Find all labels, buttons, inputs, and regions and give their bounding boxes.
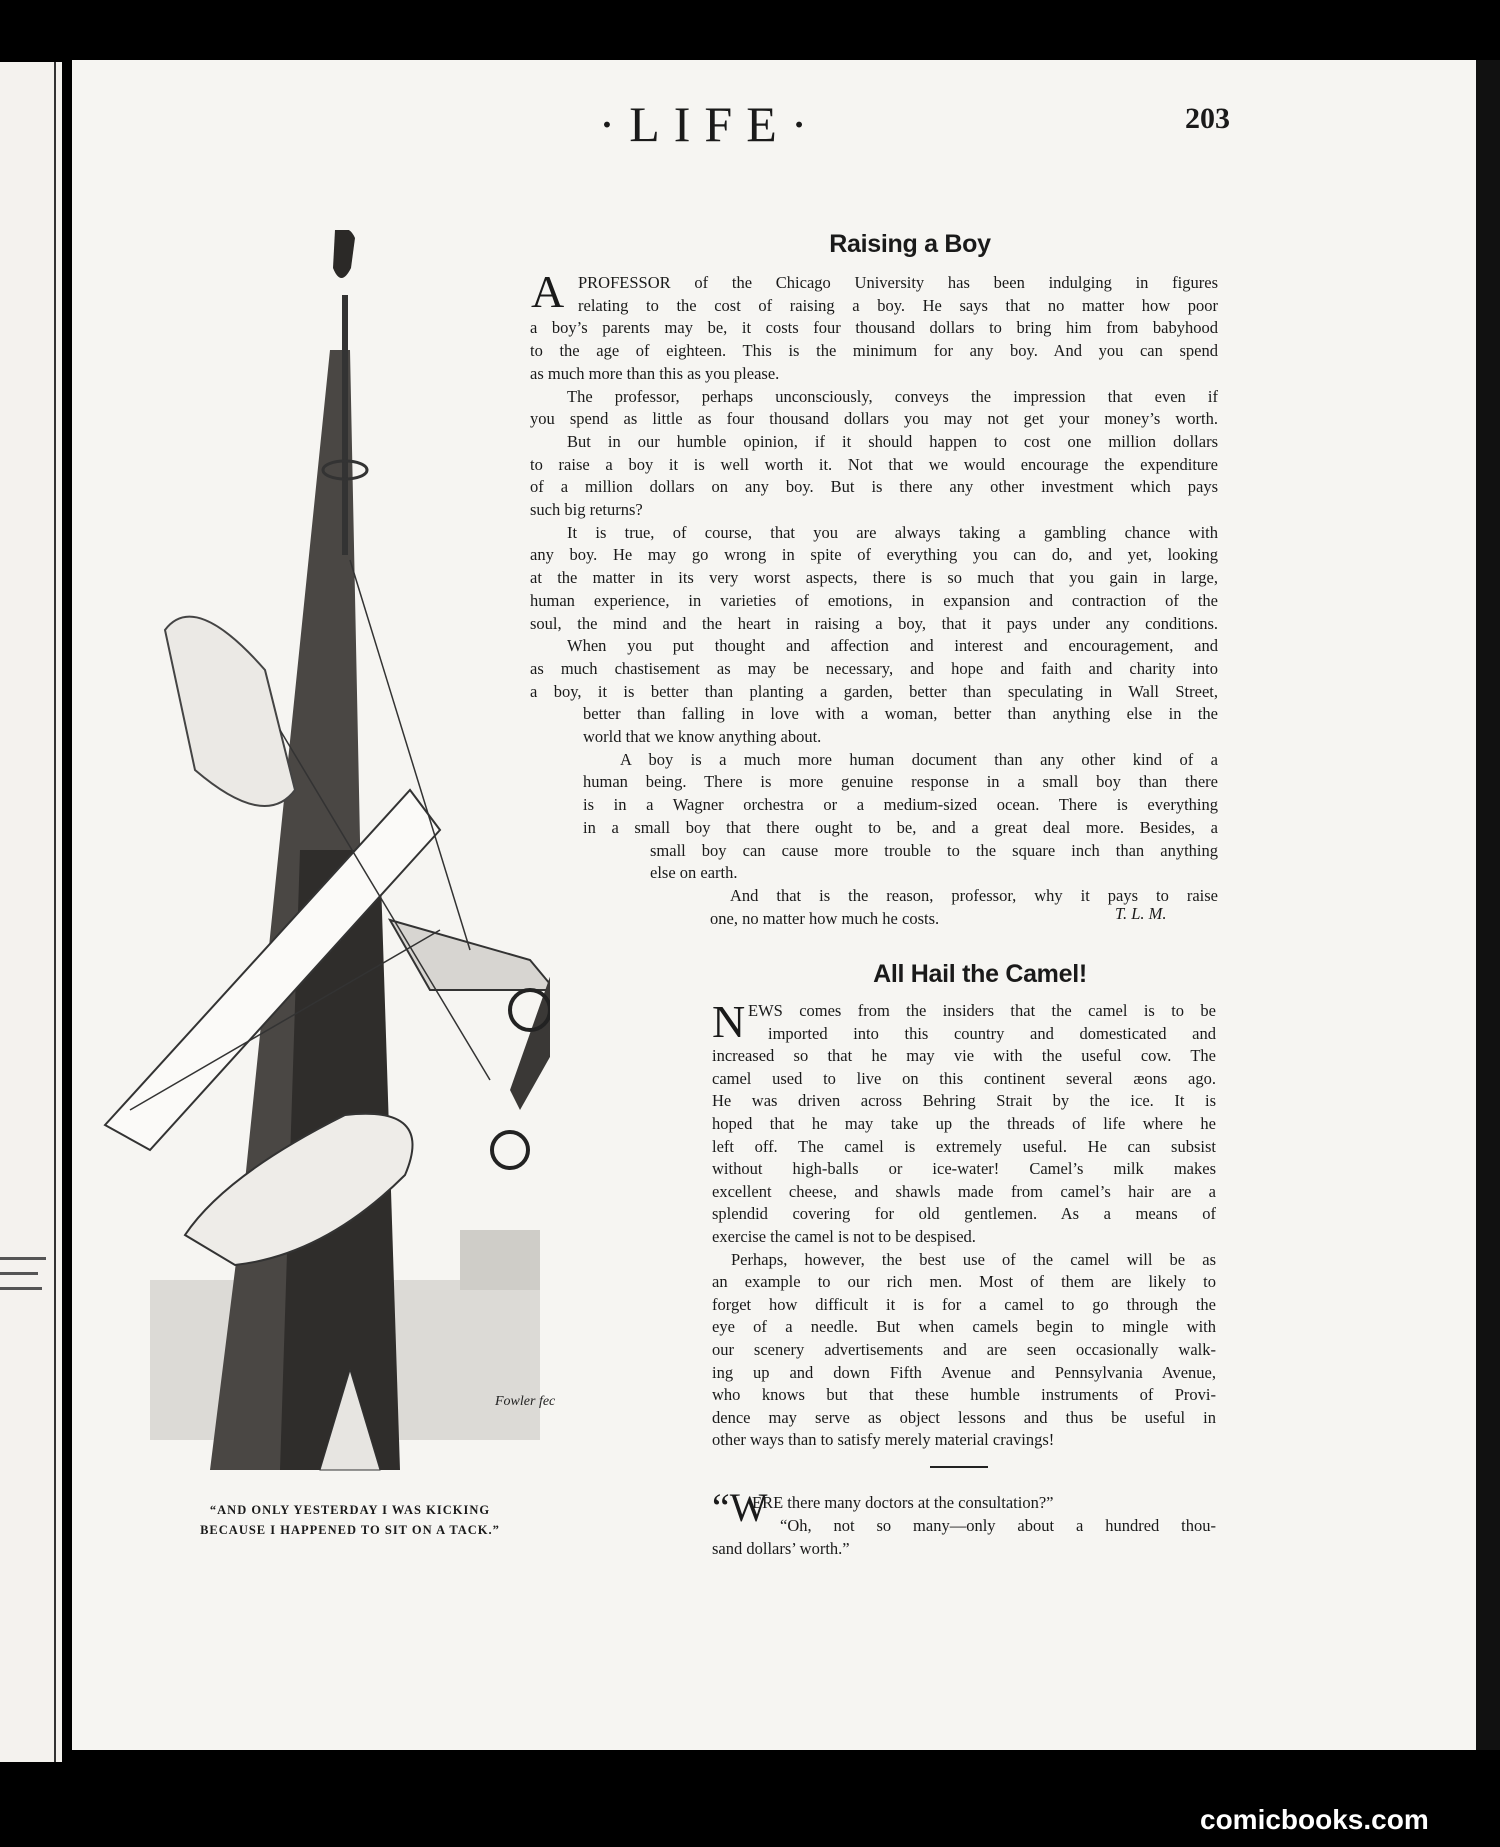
text-line: other ways than to satisfy merely material cravings! (712, 1430, 1055, 1449)
text-line: without high-balls or ice-water! Camel’s milk makes (712, 1159, 1216, 1178)
text-line: to raise a boy it is well worth it. Not that we would encourage the expenditure (530, 455, 1218, 474)
previous-page-fragment (0, 1287, 42, 1290)
text-line: as much chastisement as may be necessary, and hope and faith and charity into (530, 659, 1218, 678)
previous-page-fragment (0, 1272, 38, 1275)
biplane-fuselage (390, 920, 550, 990)
page-number: 203 (1185, 102, 1230, 135)
page-right-shadow (1476, 60, 1500, 1750)
spire-rod (342, 295, 348, 555)
text-line: soul, the mind and the heart in raising a boy, that it pays under any conditions. (530, 614, 1218, 633)
text-line: The professor, perhaps unconsciously, conveys the impression that even if (567, 387, 1218, 406)
text-line: ing up and down Fifth Avenue and Pennsylvania Avenue, (712, 1363, 1216, 1382)
text-line: But in our humble opinion, if it should happen to cost one million dollars (567, 432, 1218, 451)
running-head: ·LIFE· (598, 96, 822, 152)
text-line: camel used to live on this continent several æons ago. (712, 1069, 1216, 1088)
text-line: PROFESSOR of the Chicago University has been indulging in figures (578, 273, 1218, 292)
previous-page-edge (0, 62, 62, 1762)
text-line: you spend as little as four thousand dollars you may not get your money’s worth. (530, 409, 1218, 428)
text-line: world that we know anything about. (583, 727, 822, 746)
text-line: our scenery advertisements and are seen occasionally walk- (712, 1340, 1216, 1359)
article-title-raising-a-boy: Raising a Boy (829, 230, 991, 258)
illustration-caption (165, 1500, 535, 1540)
text-line: such big returns? (530, 500, 643, 519)
text-line: better than falling in love with a woman, better than anything else in the (583, 704, 1218, 723)
text-line: as much more than this as you please. (530, 364, 780, 383)
text-line: left off. The camel is extremely useful. He can subsist (712, 1137, 1216, 1156)
text-line: small boy can cause more trouble to the square inch than anything (650, 841, 1218, 860)
article-signature: T. L. M. (1115, 904, 1167, 923)
text-line: excellent cheese, and shawls made from camel’s hair are a (712, 1182, 1216, 1201)
text-line: relating to the cost of raising a boy. He says that no matter how poor (578, 296, 1218, 315)
text-line: dence may serve as object lessons and thus be useful in (712, 1408, 1216, 1427)
text-line: He was driven across Behring Strait by the ice. It is (712, 1091, 1216, 1110)
artist-signature: Fowler fec (495, 1394, 556, 1409)
text-line: A boy is a much more human document than any other kind of a (620, 750, 1218, 769)
building (460, 1230, 540, 1290)
text-line: human being. There is more genuine response in a small boy than there (583, 772, 1218, 791)
text-line: else on earth. (650, 863, 738, 882)
illustration-biplane-on-steeple (90, 230, 550, 1480)
section-divider (930, 1466, 988, 1468)
text-line: hoped that he may take up the threads of life where he (712, 1114, 1216, 1133)
drop-cap: N (712, 996, 746, 1047)
text-line: an example to our rich men. Most of them are likely to (712, 1272, 1216, 1291)
previous-page-fragment (0, 1257, 46, 1260)
text-line: at the matter in its very worst aspects, there is so much that you gain in large, (530, 568, 1218, 587)
boy-figure (333, 230, 355, 278)
text-line: of a million dollars on any boy. But is there any other investment which pays (530, 477, 1218, 496)
text-line: ERE there many doctors at the consultation?” (752, 1493, 1054, 1512)
text-line: forget how difficult it is for a camel to go through the (712, 1295, 1216, 1314)
text-line: any boy. He may go wrong in spite of everything you can do, and yet, looking (530, 545, 1218, 564)
text-line: imported into this country and domesticated and (768, 1024, 1216, 1043)
page-gutter-line (54, 62, 56, 1762)
biplane-wheel (492, 1132, 528, 1168)
text-line: exercise the camel is not to be despised. (712, 1227, 976, 1246)
text-line: When you put thought and affection and interest and encouragement, and (567, 636, 1218, 655)
text-line: a boy’s parents may be, it costs four thousand dollars to bring him from babyhood (530, 318, 1218, 337)
text-line: one, no matter how much he costs. (710, 909, 940, 928)
caption-line: BECAUSE I HAPPENED TO SIT ON A TACK.” (200, 1523, 500, 1537)
caption-line: “AND ONLY YESTERDAY I WAS KICKING (209, 1503, 491, 1517)
watermark-comicbooks: comicbooks.com (1200, 1804, 1429, 1835)
text-line: increased so that he may vie with the useful cow. The (712, 1046, 1216, 1065)
text-line: EWS comes from the insiders that the camel is to be (748, 1001, 1216, 1020)
text-line: splendid covering for old gentlemen. As a means of (712, 1204, 1216, 1223)
text-line: in a small boy that there ought to be, and a great deal more. Besides, a (583, 818, 1218, 837)
text-line: who knows but that these humble instruments of Provi- (712, 1385, 1216, 1404)
text-line: Perhaps, however, the best use of the camel will be as (731, 1250, 1216, 1269)
text-line: is in a Wagner orchestra or a medium-sized ocean. There is everything (583, 795, 1218, 814)
text-line: eye of a needle. But when camels begin to mingle with (712, 1317, 1216, 1336)
drop-cap: “W (712, 1485, 768, 1530)
text-line: human experience, in varieties of emotions, in expansion and contraction of the (530, 591, 1218, 610)
drop-cap: A (531, 266, 565, 317)
text-line: It is true, of course, that you are always taking a gambling chance with (567, 523, 1218, 542)
text-line: to the age of eighteen. This is the minimum for any boy. And you can spend (530, 341, 1218, 360)
text-line: And that is the reason, professor, why it pays to raise (730, 886, 1218, 905)
text-line: sand dollars’ worth.” (712, 1539, 850, 1558)
biplane-upper-wing (165, 617, 295, 806)
text-line: a boy, it is better than planting a garden, better than speculating in Wall Street, (530, 682, 1218, 701)
text-line: “Oh, not so many—only about a hundred thou- (780, 1516, 1216, 1535)
article-title-all-hail-the-camel: All Hail the Camel! (873, 960, 1087, 988)
